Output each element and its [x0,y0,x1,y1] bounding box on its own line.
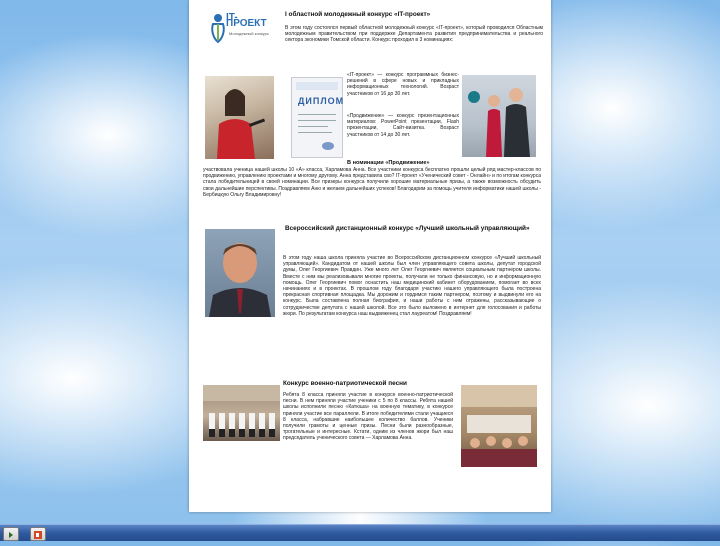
section-title-best-manager: Всероссийский дистанционный конкурс «Лучший школьный управляющий» [285,225,530,232]
section-title-patriotic-song: Конкурс военно-патриотической песни [283,380,407,387]
logo-figure-icon [209,12,227,44]
photo-choir [203,385,280,441]
it-project-logo [209,12,271,46]
ceremony-figures-icon [462,75,536,157]
nomination-it-project: «IT-проект» — конкурс программных бизнес-решений в сфере новых и прикладных информационных технологий. Возраст участников от 16 до 30 лет. [347,72,459,97]
student-figure-icon [205,76,274,159]
photo-student-microphone [205,76,274,159]
newsletter-page [189,0,551,512]
nomination-promotion-title: В номинации «Продвижение» [347,160,430,166]
diploma-label: ДИПЛОМ [298,96,345,106]
logo-text: IT-ПРОЕКТ [226,12,267,30]
photo-award-ceremony [462,75,536,157]
powerpoint-icon[interactable] [30,527,46,541]
nomination-promotion: «Продвижение» — конкурс презентационных материалов: PowerPoint презентации, Flash презентации, Сайт-визитка. Возраст участников от 14 до 30 лет. [347,113,459,138]
windows-taskbar [0,524,720,541]
start-arrow-icon[interactable] [3,527,19,541]
song-contest-icon [461,385,537,467]
patriotic-song-text: Ребята 8 класса приняли участие в конкурсе военно-патриотической песни. В нем приняли участие ученики с 5 по 8 классы. Ребята нашей школы исполнили песню «Катюша» на военную тематику, в конкурсе приняли участие все параллели. В итоге победителями стали учащиеся 8 класса, набравшие наибольшее количество баллов. Ученики получили грамоты и ценные призы. Песни были разнообразные, трогательные и интересные. Кстати, одним из членов жюри был наш председатель ученического совета — Харламова Анна. [283,392,453,442]
nomination-promotion-text: участвовала ученица нашей школы 10 «А» класса, Харламова Анна. Все участники конкурса бесплатно прошли целый ряд мастер-классов по продвижению, управлению проектами и многому другому. Анна представила сво? IT-проект «Ученический совет - Онлайн» и по итогам конкурса стала победительницей в своей номинации. Все призеры конкурса получили хорошие материальные призы, а также возможность обсудить свои дальнейшие перспективы. Поздравляем Аню и желаем дальнейших успехов! Благодарим за помощь учителя информатики нашей школы - Бербицкую Ольгу Владимировну! [203,167,541,198]
best-manager-text: В этом году наша школа приняла участие во Всероссийском дистанционном конкурсе «Лучший школьный управляющий». Кандидатом от нашей школы был член управляющего совета школы, депутат городской думы, Олег Георгиевич Правдин. Уже много лет Олег Георгиевич является социальным партнером школы. Вместе с ним мы реализовывали многие проекты, получали не только финансовую, но и информационную помощь. Олег Георгиевич помог оснастить наш медицинский кабинет оборудованием, помогает во всех начинаниях и в проектах. В прошлом году благодаря участию нашего управляющего была построена прекрасная спортивная площадка. Мы дорожим и гордимся таким партнером, поэтому и выдвинули его на конкурс. Была составлена полная биография, и наши работы с ним отражены, рассказывающие о сотрудничестве депутата с нашей школой. Все это было выложено в интернет для голосования и работы жюри. По результатам конкурса наш выдвиженец стал лауреатом! Поздравляем! [283,255,541,317]
photo-deputy [205,229,275,317]
logo-subtitle: Молодежный конкурс [229,31,269,36]
choir-figures-icon [203,385,280,441]
intro-paragraph: В этом году состоялся первый областной молодежный конкурс «IT-проект», который проводился Областным молодежным правительством при поддержке Департамента развития предпринимательства и реального сектора экономики Томской области. Конкурс проходил в 3 номинациях: [285,25,543,44]
section-title-it-project: I областной молодежный конкурс «IT-проект» [285,11,431,18]
diploma-image [291,77,343,158]
deputy-portrait-icon [205,229,275,317]
photo-song-contest [461,385,537,467]
